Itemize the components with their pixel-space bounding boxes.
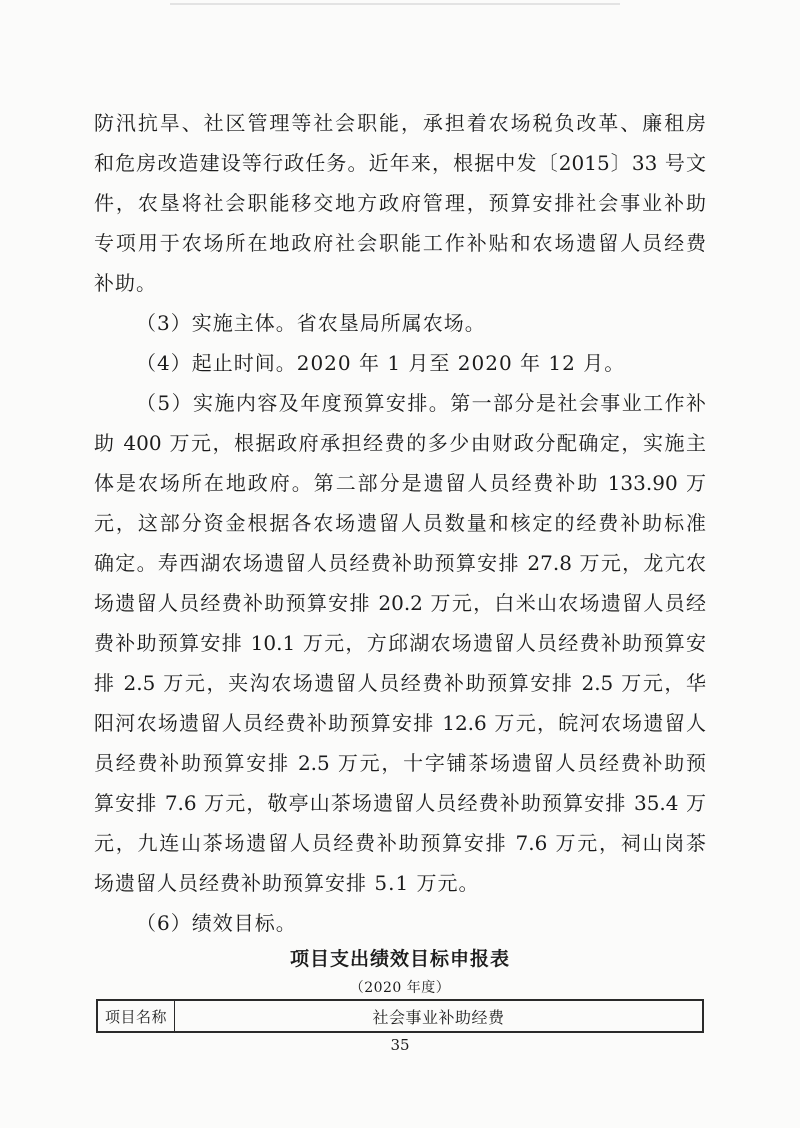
body-text xyxy=(94,103,706,943)
text-line: 员经费补助预算安排 2.5 万元，十字铺茶场遗留人员经费补助预 xyxy=(94,751,706,775)
text-line: 排 2.5 万元，夹沟农场遗留人员经费补助预算安排 2.5 万元，华 xyxy=(94,671,706,695)
text-line: 补助。 xyxy=(94,271,157,295)
text-line: 元，九连山茶场遗留人员经费补助预算安排 7.6 万元，祠山岗茶 xyxy=(94,831,706,855)
text-line: 场遗留人员经费补助预算安排 5.1 万元。 xyxy=(94,871,480,895)
text-line: 防汛抗旱、社区管理等社会职能，承担着农场税负改革、廉租房 xyxy=(94,111,706,135)
text-line: 专项用于农场所在地政府社会职能工作补贴和农场遗留人员经费 xyxy=(94,231,706,255)
text-line: 费补助预算安排 10.1 万元，方邱湖农场遗留人员经费补助预算安 xyxy=(94,631,706,655)
text-line: 元，这部分资金根据各农场遗留人员数量和核定的经费补助标准 xyxy=(94,511,706,535)
page-number: 35 xyxy=(390,1036,410,1054)
text-line: 件，农垦将社会职能移交地方政府管理，预算安排社会事业补助 xyxy=(94,191,706,215)
text-line: （5）实施内容及年度预算安排。第一部分是社会事业工作补 xyxy=(136,391,706,415)
form-table xyxy=(96,999,704,1033)
text-line: （3）实施主体。省农垦局所属农场。 xyxy=(136,311,486,335)
text-line: 体是农场所在地政府。第二部分是遗留人员经费补助 133.90 万 xyxy=(94,471,706,495)
form-subtitle: （2020 年度） xyxy=(349,980,451,996)
table-row xyxy=(98,1001,702,1031)
text-line: 场遗留人员经费补助预算安排 20.2 万元，白米山农场遗留人员经 xyxy=(94,591,706,615)
text-line: 算安排 7.6 万元，敬亭山茶场遗留人员经费补助预算安排 35.4 万 xyxy=(94,791,706,815)
row-label: 项目名称 xyxy=(98,1001,175,1031)
text-line: 和危房改造建设等行政任务。近年来，根据中发〔2015〕33 号文 xyxy=(94,151,706,175)
text-line: （6）绩效目标。 xyxy=(136,911,297,935)
text-line: 确定。寿西湖农场遗留人员经费补助预算安排 27.8 万元，龙亢农 xyxy=(94,551,706,575)
text-line: （4）起止时间。2020 年 1 月至 2020 年 12 月。 xyxy=(136,351,626,375)
text-line: 阳河农场遗留人员经费补助预算安排 12.6 万元，皖河农场遗留人 xyxy=(94,711,706,735)
form-title: 项目支出绩效目标申报表 xyxy=(289,948,510,970)
scan-artifact xyxy=(170,3,620,5)
row-value: 社会事业补助经费 xyxy=(372,1007,505,1027)
text-line: 助 400 万元，根据政府承担经费的多少由财政分配确定，实施主 xyxy=(94,431,706,455)
